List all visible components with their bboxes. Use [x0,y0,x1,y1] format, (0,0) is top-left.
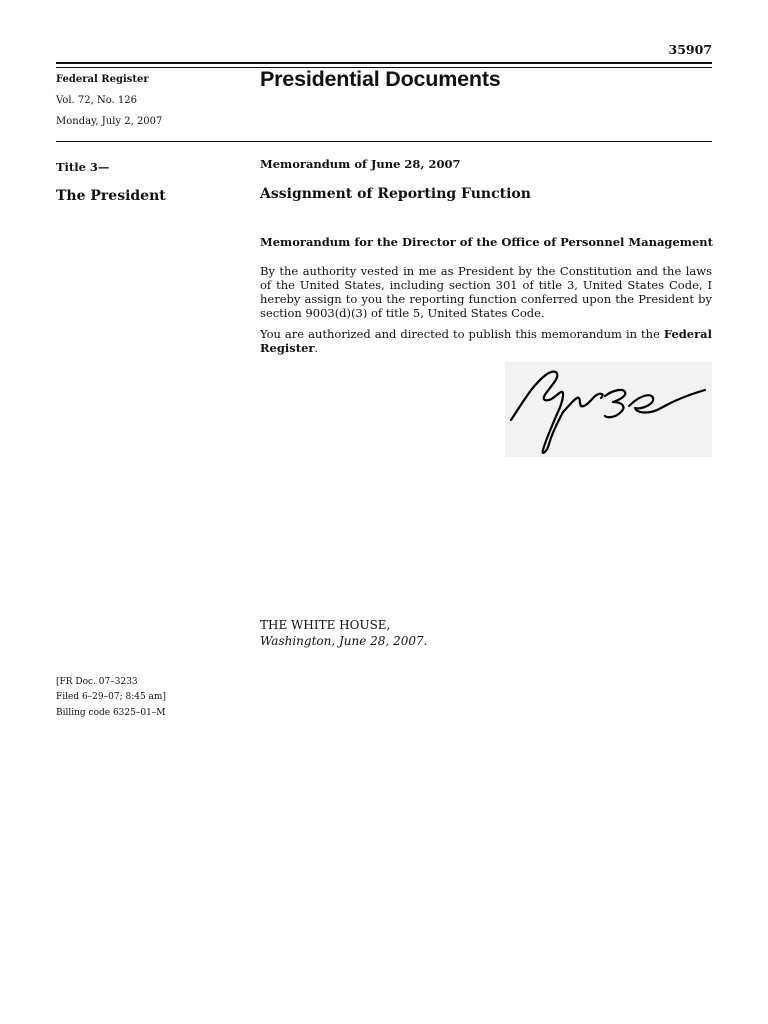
signing-date-line: Washington, June 28, 2007. [260,634,428,648]
top-rule-thick [56,62,712,64]
publication-date: Monday, July 2, 2007 [56,116,163,127]
header-divider [56,141,712,142]
federal-register-emphasis: Federal Register [260,327,712,355]
presidential-signature [505,362,712,457]
volume-number: Vol. 72, No. 126 [56,95,138,106]
header-title: Presidential Documents [260,67,501,91]
fr-doc-number: [FR Doc. 07–3233 [56,677,138,687]
filed-date: Filed 6–29–07; 8:45 am] [56,692,166,702]
memo-paragraph-2 [260,327,712,355]
title-name: The President [56,188,166,204]
billing-code: Billing code 6325–01–M [56,708,166,718]
federal-register-label: Federal Register [56,74,149,85]
paragraph-2-end: . [314,341,319,355]
white-house-line: THE WHITE HOUSE, [260,618,391,632]
paragraph-2-text: You are authorized and directed to publish this memorandum in the [260,327,664,341]
memo-subject: Assignment of Reporting Function [260,186,531,202]
memo-paragraph-1: By the authority vested in me as President by the Constitution and the laws of the United States, including section 301 of title 3, United States Code, I hereby assign to you the reporting function conferred upon the President by section 9003(d)(3) of title 5, United States Code. [260,264,712,320]
page-number: 35907 [668,42,712,57]
memo-date: Memorandum of June 28, 2007 [260,157,461,171]
title-number: Title 3— [56,160,110,174]
memo-recipient: Memorandum for the Director of the Office of Personnel Management [260,235,713,249]
